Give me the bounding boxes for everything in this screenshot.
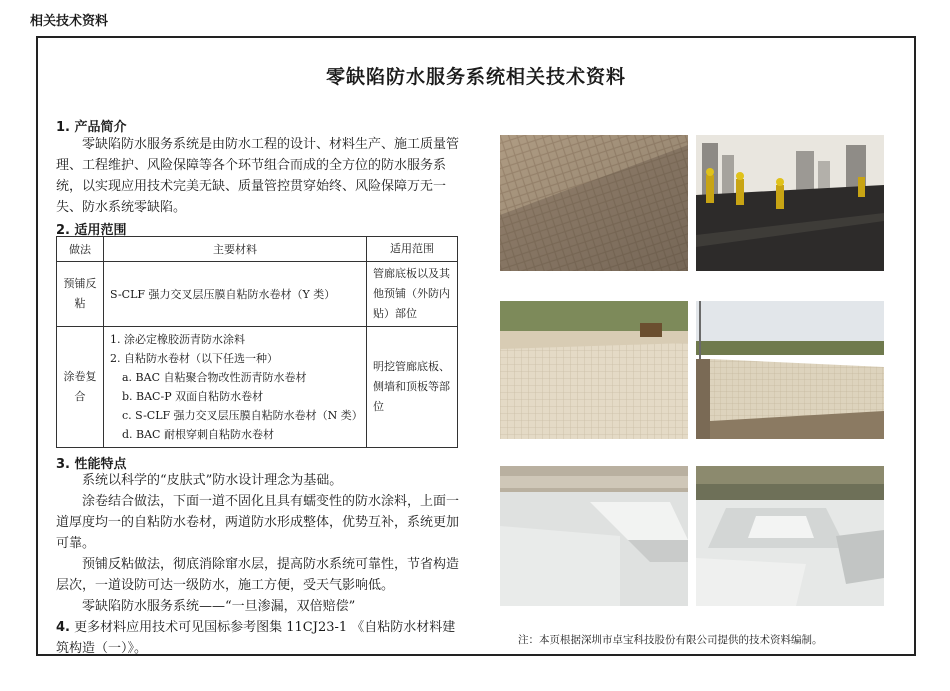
- long-wall-membrane-photo: [696, 301, 884, 439]
- source-note: 注：本页根据深圳市卓宝科技股份有限公司提供的技术资料编制。: [518, 634, 823, 646]
- more-info-text: 更多材料应用技术可见国标参考图集 11CJ23-1 《自粘防水材料建筑构造（一）》。: [56, 620, 456, 656]
- table-row: [57, 262, 458, 327]
- more-info: [56, 617, 468, 659]
- row1-method: 预铺反粘: [57, 262, 104, 327]
- list-item: b. BAC-P 双面自粘防水卷材: [122, 390, 264, 403]
- header-scope: 适用范围: [367, 237, 458, 262]
- row2-scope: 明挖管廊底板、侧墙和顶板等部位: [367, 327, 458, 448]
- membrane-surface-photo: [500, 135, 688, 271]
- row2-method: 涂卷复合: [57, 327, 104, 448]
- trench-wall-membrane-photo: [500, 301, 688, 439]
- list-item: 2. 自粘防水卷材（以下任选一种）: [110, 352, 278, 365]
- features-paragraph-3: 预铺反粘做法，彻底消除窜水层，提高防水系统可靠性，节省构造层次，一道设防可达一级防水，施工方便，受天气影响低。: [56, 557, 460, 593]
- more-info-number: 4.: [56, 620, 70, 635]
- page-header-label: 相关技术资料: [30, 14, 109, 29]
- list-item: a. BAC 自粘聚合物改性沥青防水卷材: [122, 371, 307, 384]
- row1-material: S-CLF 强力交叉层压膜自粘防水卷材（Y 类）: [104, 262, 367, 327]
- list-item: d. BAC 耐根穿刺自粘防水卷材: [122, 428, 274, 441]
- section-intro-title: 1. 产品简介: [56, 120, 127, 135]
- document-title: 零缺陷防水服务系统相关技术资料: [325, 66, 626, 88]
- features-paragraph-1: 系统以科学的“皮肤式”防水设计理念为基础。: [82, 473, 343, 488]
- header-materials: 主要材料: [104, 237, 367, 262]
- features-paragraph-2: 涂卷结合做法，下面一道不固化且具有蠕变性的防水涂料，上面一道厚度均一的自粘防水卷材，两道防水形成整体，优势互补，系统更加可靠。: [56, 494, 460, 551]
- workers-laying-membrane-photo: [696, 135, 884, 271]
- table-row: [57, 327, 458, 448]
- white-membrane-site-photo: [696, 466, 884, 606]
- features-paragraph-4: 零缺陷防水服务系统——“一旦渗漏，双倍赔偿”: [82, 599, 356, 614]
- document-frame: [36, 36, 916, 656]
- row1-scope: 管廊底板以及其他预铺（外防内贴）部位: [367, 262, 458, 327]
- scope-table-header-row: [57, 237, 458, 262]
- list-item: c. S-CLF 强力交叉层压膜自粘防水卷材（N 类）: [122, 409, 363, 422]
- section-features-title: 3. 性能特点: [56, 457, 127, 472]
- intro-paragraph: 零缺陷防水服务系统是由防水工程的设计、材料生产、施工质量管理、工程维护、风险保障等各个环节组合而成的全方位的防水服务系统，以实现应用技术完美无缺、质量管控贯穿始终、风险保障万无一失、防水系统零缺陷。: [56, 137, 460, 215]
- white-membrane-pit-photo: [500, 466, 688, 606]
- row2-materials: [104, 327, 367, 448]
- list-item: 1. 涂必定橡胶沥青防水涂料: [110, 333, 245, 346]
- section-scope-title: 2. 适用范围: [56, 223, 127, 238]
- scope-table: [56, 236, 458, 448]
- header-method: 做法: [57, 237, 104, 262]
